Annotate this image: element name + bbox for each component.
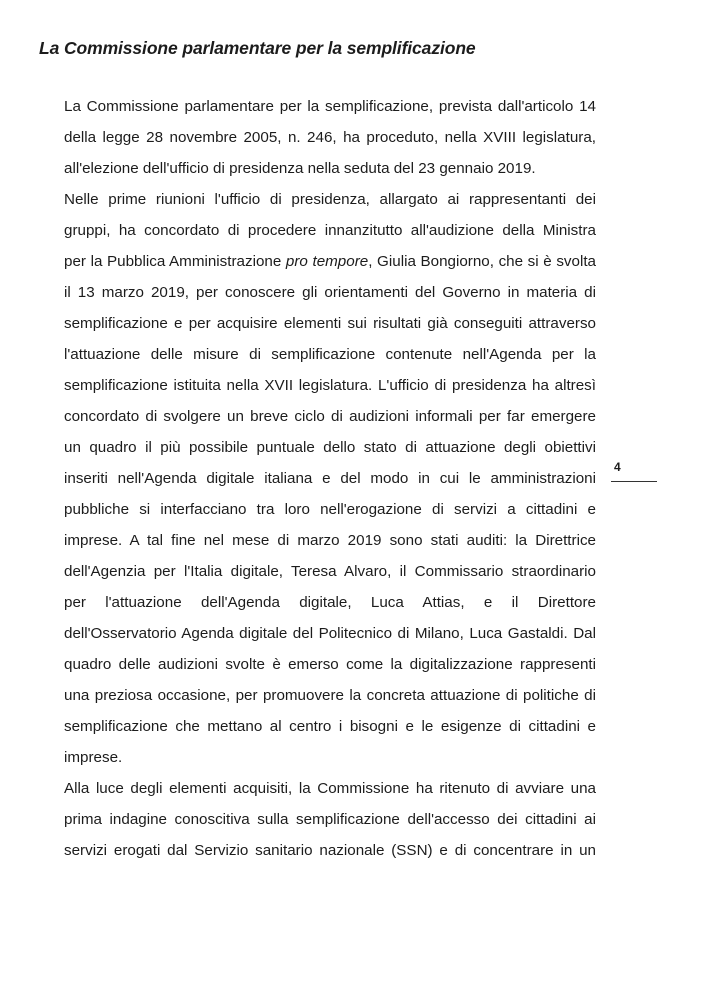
body-text	[64, 96, 596, 871]
text-line: per l'attuazione dell'Agenda digitale, Luca Attias, e il Direttore	[64, 594, 596, 611]
text-line: Nelle prime riunioni l'ufficio di presidenza, allargato ai rappresentanti dei	[64, 191, 596, 208]
paragraph	[64, 778, 596, 871]
text-line: dell'Osservatorio Agenda digitale del Politecnico di Milano, Luca Gastaldi. Dal	[64, 625, 596, 642]
text-line: un quadro il più possibile puntuale dello stato di attuazione degli obiettivi	[64, 439, 596, 456]
text-line: all'elezione dell'ufficio di presidenza nella seduta del 23 gennaio 2019.	[64, 160, 536, 177]
text-line: Alla luce degli elementi acquisiti, la Commissione ha ritenuto di avviare una	[64, 780, 596, 797]
text-line: semplificazione e per acquisire elementi sui risultati già conseguiti attraverso	[64, 315, 596, 332]
paragraph	[64, 189, 596, 778]
text-line: semplificazione che mettano al centro i bisogni e le esigenze di cittadini e	[64, 718, 596, 735]
text-line: l'attuazione delle misure di semplificazione contenute nell'Agenda per la	[64, 346, 596, 363]
page-number: 4	[614, 460, 621, 474]
text-line: una preziosa occasione, per promuovere la concreta attuazione di politiche di	[64, 687, 596, 704]
text-run: , Giulia Bongiorno, che si è svolta	[368, 253, 597, 270]
text-line: inseriti nell'Agenda digitale italiana e del modo in cui le amministrazioni	[64, 470, 596, 487]
text-line: imprese.	[64, 749, 123, 766]
text-line: quadro delle audizioni svolte è emerso come la digitalizzazione rappresenti	[64, 656, 596, 673]
text-line: il 13 marzo 2019, per conoscere gli orientamenti del Governo in materia di	[64, 284, 596, 301]
text-line: dell'Agenzia per l'Italia digitale, Teresa Alvaro, il Commissario straordinario	[64, 563, 596, 580]
text-line: gruppi, ha concordato di procedere innanzitutto all'audizione della Ministra	[64, 222, 596, 239]
text-line: servizi erogati dal Servizio sanitario nazionale (SSN) e di concentrare in un	[64, 842, 596, 859]
text-line: La Commissione parlamentare per la semplificazione, prevista dall'articolo 14	[64, 98, 596, 115]
text-line: pubbliche si interfacciano tra loro nell'erogazione di servizi a cittadini e	[64, 501, 596, 518]
text-run: per la Pubblica Amministrazione	[64, 253, 286, 270]
text-line	[64, 251, 596, 282]
text-line: semplificazione istituita nella XVII legislatura. L'ufficio di presidenza ha altresì	[64, 377, 596, 394]
text-line: prima indagine conoscitiva sulla semplificazione dell'accesso dei cittadini ai	[64, 811, 596, 828]
text-line: concordato di svolgere un breve ciclo di audizioni informali per far emergere	[64, 408, 596, 425]
text-line: della legge 28 novembre 2005, n. 246, ha proceduto, nella XVIII legislatura,	[64, 129, 596, 146]
text-line: imprese. A tal fine nel mese di marzo 2019 sono stati auditi: la Direttrice	[64, 532, 596, 549]
section-heading: La Commissione parlamentare per la semplificazione	[39, 38, 476, 58]
page-number-rule	[611, 481, 657, 482]
italic-term: pro tempore	[285, 253, 369, 270]
paragraph	[64, 96, 596, 189]
